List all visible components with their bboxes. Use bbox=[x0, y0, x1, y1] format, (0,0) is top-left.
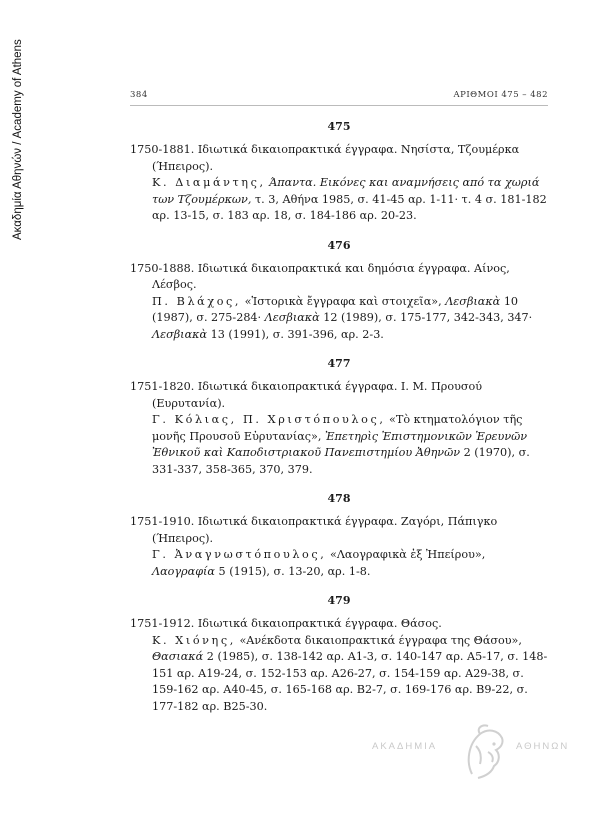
entry-number: 479 bbox=[327, 594, 351, 607]
ref-journal: Ἐπετηρὶς Ἐπιστημονικῶν Ἐρευνῶν Ἐθνικοῦ καὶ Καποδιστριακοῦ Πανεπιστημίου Ἀθηνῶν bbox=[152, 429, 528, 459]
ref-details: τ. 3, Αθήνα 1985, σ. 41-45 αρ. 1-11· τ. 4 σ. 181-182 αρ. 13-15, σ. 183 αρ. 18, σ. 184-186 αρ. 20-23. bbox=[152, 192, 547, 222]
running-title: ΑΡΙΘΜΟΙ 475 – 482 bbox=[453, 90, 548, 100]
entry-reference bbox=[130, 294, 548, 344]
entry-reference bbox=[130, 175, 548, 225]
ref-title: Άπαντα. Εικόνες και αναμνήσεις από τα χωριά των Τζουμέρκων, bbox=[152, 176, 540, 206]
side-label bbox=[8, 40, 28, 240]
entry-number: 478 bbox=[327, 492, 351, 505]
entry-main-line: 1750-1888. Ιδιωτικά δικαιοπρακτικά και δημόσια έγγραφα. Αίνος, Λέσβος. bbox=[130, 261, 510, 291]
ref-details: 13 (1991), σ. 391-396, αρ. 2-3. bbox=[210, 327, 384, 341]
watermark-right-text: ΑΘΗΝΩΝ bbox=[516, 741, 570, 752]
ref-details: 2 (1985), σ. 138-142 αρ. Α1-3, σ. 140-147 αρ. Α5-17, σ. 148-151 αρ. Α19-24, σ. 152-153 αρ. Α26-27, σ. 154-159 αρ. Α29-38, σ. 159-162 αρ. Α40-45, σ. 165-168 αρ. Β2-7, σ. 169-176 αρ. Β9-22, σ. 177-182 αρ. Β25-30. bbox=[152, 650, 548, 713]
ref-title: «Ανέκδοτα δικαιοπρακτικά έγγραφα της Θάσου», bbox=[239, 633, 522, 647]
ref-details: 10 (1987), σ. 275-284· bbox=[152, 294, 519, 324]
ref-author: Γ. Κόλιας, Π. Χριστόπουλος, bbox=[152, 413, 386, 426]
page bbox=[130, 90, 548, 715]
entry-476 bbox=[130, 239, 548, 344]
entry-477 bbox=[130, 357, 548, 478]
side-label-text: Ακαδημία Αθηνών / Academy of Athens bbox=[12, 39, 24, 240]
entry-number: 476 bbox=[327, 238, 351, 252]
entry-475 bbox=[130, 120, 548, 225]
page-number: 384 bbox=[130, 90, 148, 100]
ref-details: 2 (1970), σ. 331-337, 358-365, 370, 379. bbox=[152, 446, 530, 476]
ref-journal: Θασιακά bbox=[152, 650, 204, 663]
entry-reference bbox=[130, 633, 548, 716]
entry-main-line: 1751-1820. Ιδιωτικά δικαιοπρακτικά έγγραφα. Ι. Μ. Προυσού (Ευρυτανία). bbox=[130, 380, 483, 410]
ref-author: Κ. Διαμάντης, bbox=[152, 176, 266, 189]
athena-head-icon bbox=[458, 722, 510, 782]
ref-journal: Λαογραφία bbox=[152, 564, 215, 578]
entry-479 bbox=[130, 594, 548, 715]
ref-details: 5 (1915), σ. 13-20, αρ. 1-8. bbox=[218, 564, 371, 578]
entry-number: 477 bbox=[327, 357, 351, 370]
entry-main-line: 1750-1881. Ιδιωτικά δικαιοπρακτικά έγγραφα. Νησίστα, Τζουμέρκα (Ήπειρος). bbox=[130, 143, 520, 173]
ref-title: «Λαογραφικὰ ἐξ Ἠπείρου», bbox=[329, 548, 486, 561]
ref-details: 12 (1989), σ. 175-177, 342-343, 347· bbox=[323, 311, 533, 324]
entry-main-line: 1751-1910. Ιδιωτικά δικαιοπρακτικά έγγραφα. Ζαγόρι, Πάπιγκο (Ήπειρος). bbox=[130, 515, 498, 545]
ref-author: Κ. Χιόνης, bbox=[152, 633, 236, 647]
entry-reference bbox=[130, 547, 548, 580]
ref-title: «Ἱστορικὰ ἔγγραφα καὶ στοιχεῖα», bbox=[244, 294, 442, 308]
entry-number: 475 bbox=[327, 120, 351, 133]
ref-journal: Λεσβιακὰ bbox=[264, 311, 320, 324]
page-header bbox=[130, 90, 548, 106]
entry-478 bbox=[130, 492, 548, 580]
ref-journal: Λεσβιακὰ bbox=[152, 327, 208, 341]
academy-watermark bbox=[372, 722, 577, 782]
ref-journal: Λεσβιακὰ bbox=[445, 294, 501, 308]
entry-reference bbox=[130, 412, 548, 478]
ref-author: Γ. Ἀναγνωστόπουλος, bbox=[152, 548, 327, 561]
ref-author: Π. Βλάχος, bbox=[152, 294, 242, 308]
entry-main-line: 1751-1912. Ιδιωτικά δικαιοπρακτικά έγγραφα. Θάσος. bbox=[130, 617, 442, 630]
watermark-left-text: ΑΚΑΔΗΜΙΑ bbox=[372, 741, 438, 752]
ref-title: «Τὸ κτηματολόγιον τῆς μονῆς Προυσοῦ Εὐρυτανίας», bbox=[152, 413, 523, 443]
